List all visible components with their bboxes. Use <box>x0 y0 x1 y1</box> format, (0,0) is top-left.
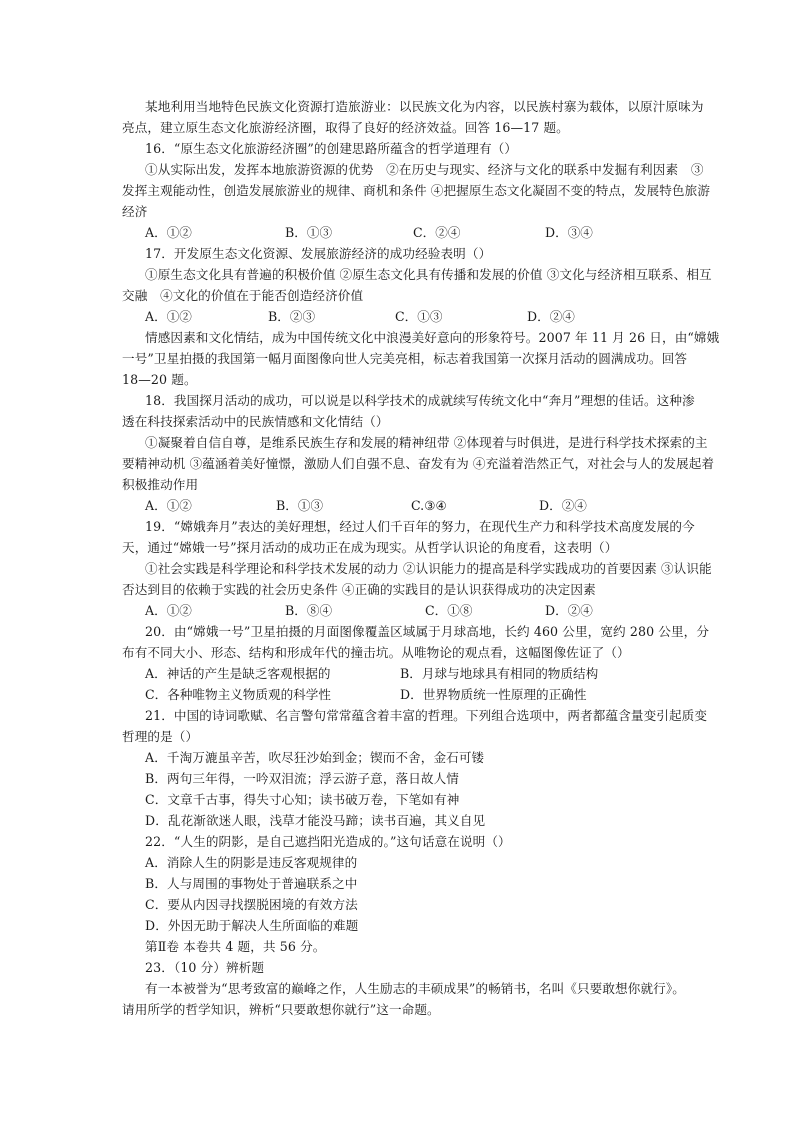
question-19-option-d: D．②④ <box>545 603 593 618</box>
question-19-statement: 否达到目的依赖于实践的社会历史条件 ④正确的实践目的是认识获得成功的决定因素 <box>122 582 596 597</box>
question-16-option-a: A．①② <box>145 225 192 240</box>
question-19-statement: ①社会实践是科学理论和科学技术发展的动力 ②认识能力的提高是科学实践成功的首要因素 ③认识能 <box>145 561 712 576</box>
question-20-stem: 布有不同大小、形态、结构和形成年代的撞击坑。从唯物论的观点看，这幅图像佐证了（） <box>122 645 630 660</box>
question-22-option-d: D．外因无助于解决人生所面临的难题 <box>145 918 359 933</box>
intro-line: 亮点，建立原生态文化旅游经济圈，取得了良好的经济效益。回答 16—17 题。 <box>122 120 569 135</box>
question-20-option-a: A．神话的产生是缺乏客观根据的 <box>145 666 331 681</box>
question-18-stem: 18．我国探月活动的成功，可以说是以科学技术的成就续写传统文化中“奔月”理想的佳话。这种渗 <box>145 393 695 408</box>
question-18-statement: 要精神动机 ③蕴涵着美好憧憬，激励人们自强不息、奋发有为 ④充溢着浩然正气，对社会与人的发展起着 <box>122 456 715 471</box>
question-19-stem: 19．“嫦娥奔月”表达的美好理想，经过人们千百年的努力，在现代生产力和科学技术高度发展的今 <box>145 519 695 534</box>
question-19-stem: 天，通过“嫦娥一号”探月活动的成功正在成为现实。从哲学认识论的角度看，这表明（） <box>122 540 618 555</box>
part-2-heading: 第Ⅱ卷 本卷共 4 题，共 56 分。 <box>145 939 326 954</box>
question-17-option-a: A．①② <box>145 309 192 324</box>
question-20-option-b: B．月球与地球具有相同的物质结构 <box>400 666 599 681</box>
question-16-statement: ①从实际出发，发挥本地旅游资源的优势 ②在历史与现实、经济与文化的联系中发掘有利因素 ③ <box>145 162 704 177</box>
question-16-statement: 经济 <box>122 204 148 219</box>
question-23-statement: 有一本被誉为“思考致富的巅峰之作，人生励志的丰硕成果”的畅销书，名叫《只要敢想你就行》。 <box>145 981 685 996</box>
intro-line: 一号”卫星拍摄的我国第一幅月面图像向世人完美亮相，标志着我国第一次探月活动的圆满成功。回答 <box>122 351 688 366</box>
question-17-option-c: C．①③ <box>395 309 443 324</box>
question-18-option-c: C.③④ <box>411 498 447 513</box>
question-16-option-c: C．②④ <box>413 225 461 240</box>
question-21-stem: 21．中国的诗词歌赋、名言警句常常蕴含着丰富的哲理。下列组合选项中，两者都蕴含量变引起质变 <box>145 708 708 723</box>
question-19-option-c: C．①⑧ <box>425 603 473 618</box>
question-17-statement: ①原生态文化具有普遍的积极价值 ②原生态文化具有传播和发展的价值 ③文化与经济相互联系、相互 <box>145 267 712 282</box>
question-17-statement: 交融 ④文化的价值在于能否创造经济价值 <box>122 288 364 303</box>
question-17-option-d: D．②④ <box>527 309 575 324</box>
question-21-stem: 哲理的是（） <box>122 729 199 744</box>
question-20-option-d: D．世界物质统一性原理的正确性 <box>400 687 587 702</box>
question-22-option-b: B．人与周围的事物处于普遍联系之中 <box>145 876 358 891</box>
question-17-stem: 17．开发原生态文化资源、发展旅游经济的成功经验表明（） <box>145 246 492 261</box>
question-18-stem: 透在科技探索活动中的民族情感和文化情结（） <box>122 414 389 429</box>
question-22-stem: 22．“人生的阴影，是自己遮挡阳光造成的。”这句话意在说明（） <box>145 834 511 849</box>
question-19-option-a: A．①② <box>145 603 192 618</box>
question-17-option-b: B．②③ <box>268 309 316 324</box>
question-21-option-a: A．千淘万漉虽辛苦，吹尽狂沙始到金；锲而不舍，金石可镂 <box>145 750 485 765</box>
question-20-stem: 20．由“嫦娥一号”卫星拍摄的月面图像覆盖区域属于月球高地，长约 460 公里，宽约 280 公里，分 <box>145 624 710 639</box>
question-21-option-b: B．两句三年得，一吟双泪流；浮云游子意，落日故人情 <box>145 771 460 786</box>
question-22-option-a: A．消除人生的阴影是违反客观规律的 <box>145 855 358 870</box>
question-23-statement: 请用所学的哲学知识，辨析“只要敢想你就行”这一命题。 <box>122 1002 440 1017</box>
question-16-statement: 发挥主观能动性，创造发展旅游业的规律、商机和条件 ④把握原生态文化凝固不变的特点，发展特色旅游 <box>122 183 711 198</box>
question-16-option-d: D．③④ <box>545 225 593 240</box>
intro-line: 情感因素和文化情结，成为中国传统文化中浪漫美好意向的形象符号。2007 年 11 月 26 日，由“嫦娥 <box>145 330 720 345</box>
question-18-option-b: B．①③ <box>276 498 324 513</box>
question-21-option-c: C．文章千古事，得失寸心知；读书破万卷，下笔如有神 <box>145 792 460 807</box>
question-19-option-b: B．⑧④ <box>285 603 333 618</box>
question-18-option-d: D．②④ <box>539 498 587 513</box>
intro-line: 18—20 题。 <box>122 372 197 387</box>
question-16-option-b: B．①③ <box>285 225 333 240</box>
question-22-option-c: C．要从内因寻找摆脱困境的有效方法 <box>145 897 358 912</box>
question-20-option-c: C．各种唯物主义物质观的科学性 <box>145 687 331 702</box>
question-23-stem: 23．（10 分）辨析题 <box>145 960 265 975</box>
question-21-option-d: D．乱花渐欲迷人眼，浅草才能没马蹄；读书百遍，其义自见 <box>145 813 486 828</box>
question-16-stem: 16．“原生态文化旅游经济圈”的创建思路所蕴含的哲学道理有（） <box>145 141 518 156</box>
question-18-statement: ①凝聚着自信自尊，是维系民族生存和发展的精神纽带 ②体现着与时俱进，是进行科学技术探索的主 <box>145 435 708 450</box>
question-18-statement: 积极推动作用 <box>122 477 199 492</box>
question-18-option-a: A．①② <box>145 498 192 513</box>
intro-line: 某地利用当地特色民族文化资源打造旅游业：以民族文化为内容，以民族村寨为载体，以原汁原味为 <box>145 99 704 114</box>
